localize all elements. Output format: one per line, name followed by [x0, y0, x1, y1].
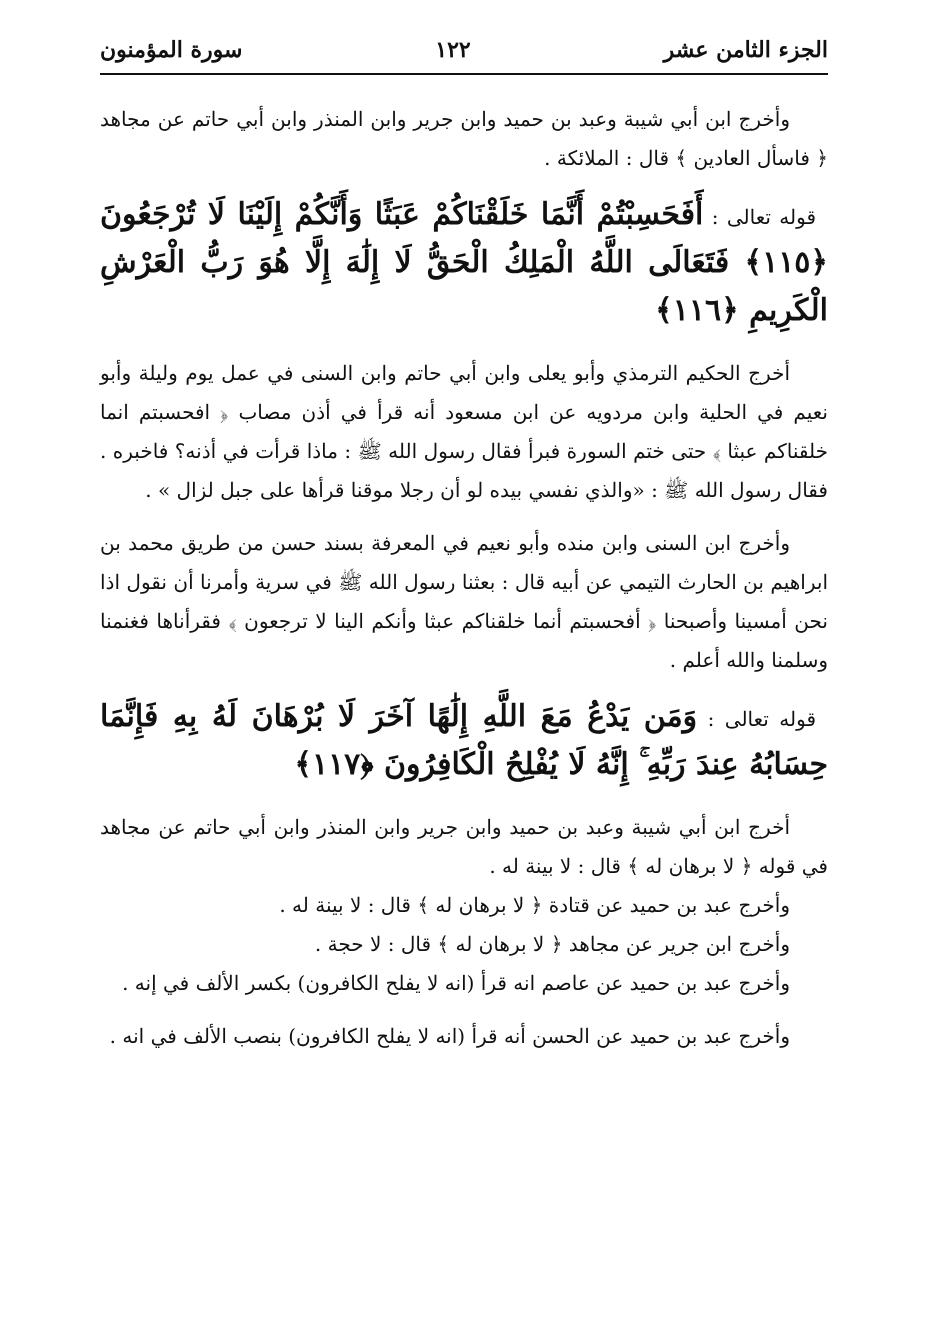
paragraph-3: وأخرج ابن السنى وابن منده وأبو نعيم في المعرفة بسند حسن من طريق محمد بن ابراهيم بن الحارث التيمي عن أبيه قال : بعثنا رسول الله ﷺ في سرية وأمرنا أن نقول اذا نحن أمسينا وأصبحنا ﴿ أفحسبتم أنما خلقناكم عبثا وأنكم الينا لا ترجعون ﴾ فقرأناها فغنمنا وسلمنا والله أعلم . [100, 531, 828, 672]
paragraph-5: وأخرج عبد بن حميد عن قتادة ﴿ لا برهان له ﴾ قال : لا بينة له . [279, 893, 790, 917]
verse-intro: قوله تعالى : [707, 707, 817, 731]
paragraph-8: وأخرج عبد بن حميد عن الحسن أنه قرأ (انه لا يفلح الكافرون) بنصب الألف في انه . [109, 1024, 790, 1048]
verse-intro: قوله تعالى : [711, 205, 817, 229]
part-title: الجزء الثامن عشر [663, 37, 828, 63]
page [100, 0, 828, 1325]
surah-title: سورة المؤمنون [100, 37, 243, 63]
quran-verse: أَفَحَسِبْتُمْ أَنَّمَا خَلَقْنَاكُمْ عَبَثًا وَأَنَّكُمْ إِلَيْنَا لَا تُرْجَعُونَ ﴿١١٥﴾ فَتَعَالَى اللَّهُ الْمَلِكُ الْحَقُّ لَا إِلَٰهَ إِلَّا هُوَ رَبُّ الْعَرْشِ الْكَرِيمِ ﴿١١٦﴾ [100, 197, 828, 328]
paragraph-6: وأخرج ابن جرير عن مجاهد ﴿ لا برهان له ﴾ قال : لا حجة . [314, 932, 790, 956]
verse-block-2 [100, 694, 828, 790]
paragraph-7: وأخرج عبد بن حميد عن عاصم انه قرأ (انه لا يفلح الكافرون) بكسر الألف في إنه . [122, 971, 790, 995]
verse-block-1 [100, 192, 828, 336]
page-number: ١٢٢ [435, 37, 471, 63]
header-rule [100, 73, 828, 75]
paragraph-4: أخرج ابن أبي شيبة وعبد بن حميد وابن جرير وابن المنذر وابن أبي حاتم عن مجاهد في قوله ﴿ لا برهان له ﴾ قال : لا بينة له . [100, 815, 828, 878]
running-header [100, 30, 828, 70]
body-text [100, 100, 828, 1056]
quran-verse: وَمَن يَدْعُ مَعَ اللَّهِ إِلَٰهًا آخَرَ لَا بُرْهَانَ لَهُ بِهِ فَإِنَّمَا حِسَابُهُ عِندَ رَبِّهِ ۚ إِنَّهُ لَا يُفْلِحُ الْكَافِرُونَ ﴿١١٧﴾ [100, 699, 828, 782]
paragraph-2: أخرج الحكيم الترمذي وأبو يعلى وابن أبي حاتم وابن السنى في عمل يوم وليلة وأبو نعيم في الحلية وابن مردويه عن ابن مسعود أنه قرأ في أذن مصاب ﴿ افحسبتم انما خلقناكم عبثا ﴾ حتى ختم السورة فبرأ فقال رسول الله ﷺ : ماذا قرأت في أذنه؟ فاخبره . فقال رسول الله ﷺ : «والذي نفسي بيده لو أن رجلا موقنا قرأها على جبل لزال » . [100, 361, 828, 502]
paragraph-1: وأخرج ابن أبي شيبة وعبد بن حميد وابن جرير وابن المنذر وابن أبي حاتم عن مجاهد ﴿ فاسأل العادين ﴾ قال : الملائكة . [100, 107, 828, 170]
